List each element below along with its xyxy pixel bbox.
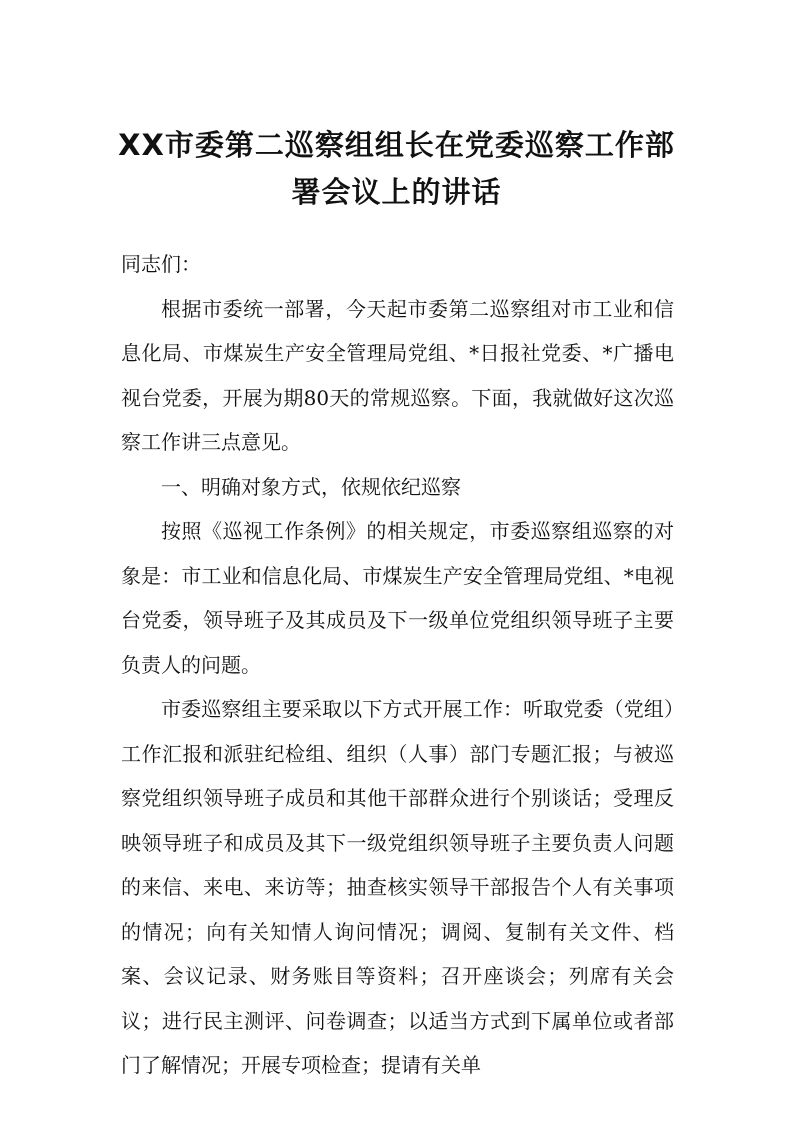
section-heading-1: 一、明确对象方式，依规依纪巡察 [161, 474, 461, 499]
document-body [121, 242, 674, 1088]
paragraph-methods: 市委巡察组主要采取以下方式开展工作：听取党委（党组）工作汇报和派驻纪检组、组织（人事）部门专题汇报；与被巡察党组织领导班子成员和其他干部群众进行个别谈话；受理反映领导班子和成员及其下一级党组织领导班子主要负责人问题的来信、来电、来访等；抽查核实领导干部报告个人有关事项的情况；向有关知情人询问情况；调阅、复制有关文件、档案、会议记录、财务账目等资料；召开座谈会；列席有关会议；进行民主测评、问卷调查；以适当方式到下属单位或者部门了解情况；开展专项检查；提请有关单 [121, 697, 674, 1077]
paragraph-objects: 按照《巡视工作条例》的相关规定，市委巡察组巡察的对象是：市工业和信息化局、市煤炭生产安全管理局党组、*电视台党委，领导班子及其成员及下一级单位党组织领导班子主要负责人的问题。 [121, 519, 674, 677]
salutation: 同志们： [121, 252, 201, 276]
document-title-line-2: 署会议上的讲话 [291, 175, 502, 209]
document-title-line-1: XX市委第二巡察组组长在党委巡察工作部 [118, 128, 675, 162]
paragraph-intro: 根据市委统一部署，今天起市委第二巡察组对市工业和信息化局、市煤炭生产安全管理局党组、*日报社党委、*广播电视台党委，开展为期80天的常规巡察。下面，我就做好这次巡察工作讲三点意见。 [121, 296, 674, 454]
